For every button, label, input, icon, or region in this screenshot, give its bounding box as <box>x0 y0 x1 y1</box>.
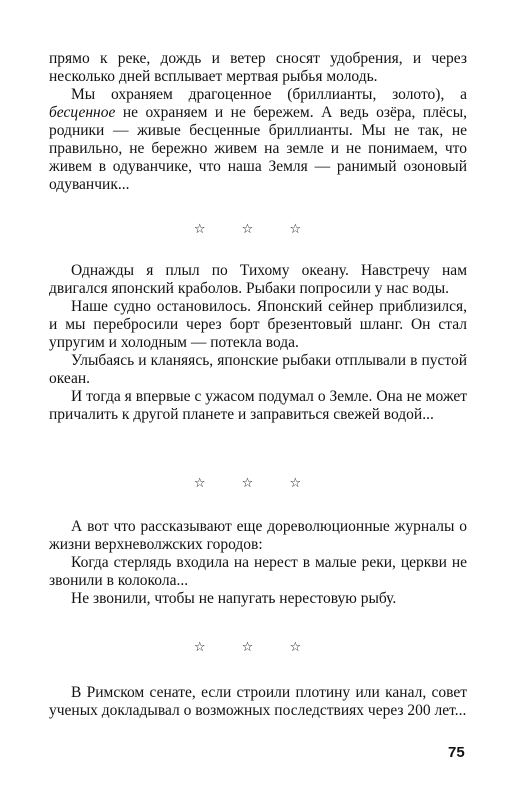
paragraph: И тогда я впервые с ужасом подумал о Земле. Она не может причалить к другой планете и заправиться свежей водой... <box>49 388 467 423</box>
section-4-text <box>49 684 467 720</box>
italic-word: бесценное <box>49 104 116 121</box>
section-1-text <box>49 50 467 194</box>
section-divider-stars: ☆ ☆ ☆ <box>193 222 318 237</box>
section-divider-stars: ☆ ☆ ☆ <box>193 476 318 491</box>
paragraph: А вот что рассказывают еще дореволюционные журналы о жизни верхневолжских городов: <box>49 518 467 553</box>
paragraph-text: не охраняем и не бережем. А ведь озёра, плёсы, родники — живые бесценные бриллианты. Мы не так, не правильно, не бережно живем на земле и не понимаем, что живем в одуванчике, что наша Земля — ранимый озоновый одуванчик... <box>49 104 467 193</box>
paragraph: Когда стерлядь входила на нерест в малые реки, церкви не звонили в колокола... <box>49 554 467 589</box>
section-divider-stars: ☆ ☆ ☆ <box>193 640 318 655</box>
section-2-text <box>49 262 467 424</box>
page-number: 75 <box>448 744 465 761</box>
paragraph: Улыбаясь и кланяясь, японские рыбаки отплывали в пустой океан. <box>49 352 467 387</box>
paragraph <box>49 86 467 194</box>
paragraph-text: Мы охраняем драгоценное (бриллианты, золото), а <box>71 86 467 103</box>
section-3-text <box>49 518 467 608</box>
paragraph: прямо к реке, дождь и ветер сносят удобрения, и через несколько дней всплывает мертвая рыбья молодь. <box>49 50 467 85</box>
paragraph: В Римском сенате, если строили плотину или канал, совет ученых докладывал о возможных последствиях через 200 лет... <box>49 684 467 719</box>
paragraph: Наше судно остановилось. Японский сейнер приблизился, и мы перебросили через борт брезентовый шланг. Он стал упругим и холодным — потекла вода. <box>49 298 467 351</box>
paragraph: Однажды я плыл по Тихому океану. Навстречу нам двигался японский краболов. Рыбаки попросили у нас воды. <box>49 262 467 297</box>
paragraph: Не звонили, чтобы не напугать нерестовую рыбу. <box>71 590 397 607</box>
